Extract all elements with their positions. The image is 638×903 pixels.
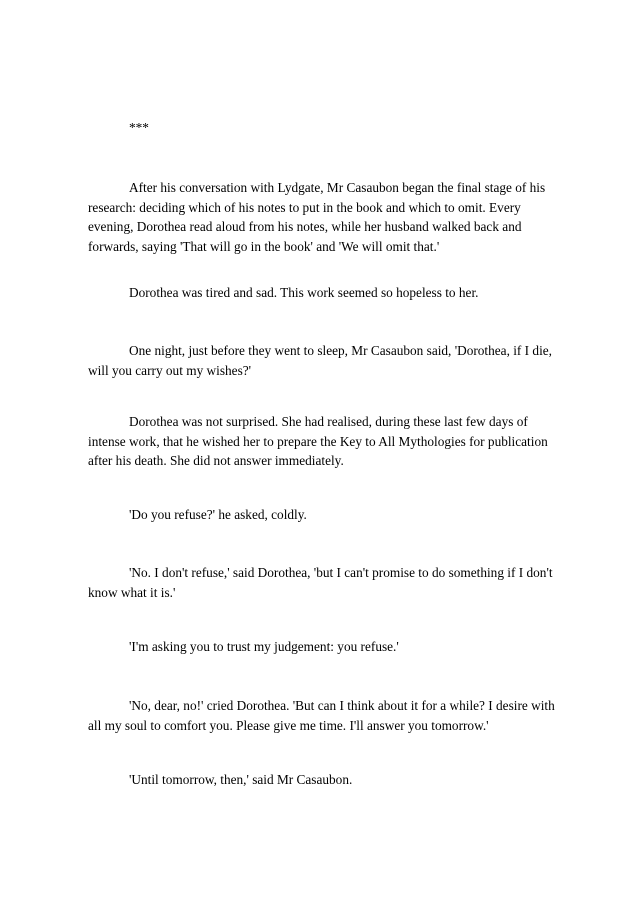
- section-separator: [88, 118, 548, 138]
- paragraph-2: [88, 283, 548, 303]
- paragraph-line: forwards, saying 'That will go in the book' and 'We will omit that.': [88, 238, 440, 254]
- paragraph-line: 'No. I don't refuse,' said Dorothea, 'but I can't promise to do something if I don't: [129, 565, 553, 580]
- paragraph-line: 'Do you refuse?' he asked, coldly.: [129, 507, 307, 522]
- paragraph-line: intense work, that he wished her to prepare the Key to All Mythologies for publication: [88, 433, 548, 449]
- paragraph-line: One night, just before they went to sleep, Mr Casaubon said, 'Dorothea, if I die,: [129, 343, 552, 358]
- paragraph-line: After his conversation with Lydgate, Mr Casaubon began the final stage of his: [129, 180, 546, 195]
- paragraph-7: [88, 637, 548, 657]
- paragraph-line: all my soul to comfort you. Please give me time. I'll answer you tomorrow.': [88, 717, 489, 733]
- paragraph-line: research: deciding which of his notes to put in the book and which to omit. Every: [88, 199, 521, 215]
- paragraph-line: will you carry out my wishes?': [88, 362, 252, 378]
- paragraph-8: [88, 696, 555, 735]
- paragraph-line: evening, Dorothea read aloud from his notes, while her husband walked back and: [88, 219, 522, 235]
- paragraph-line: 'Until tomorrow, then,' said Mr Casaubon.: [129, 772, 353, 787]
- separator-line: ***: [129, 120, 149, 135]
- paragraph-line: 'No, dear, no!' cried Dorothea. 'But can I think about it for a while? I desire with: [129, 698, 555, 713]
- paragraph-line: after his death. She did not answer immediately.: [88, 453, 344, 469]
- paragraph-5: [88, 505, 548, 525]
- paragraph-line: Dorothea was tired and sad. This work seemed so hopeless to her.: [129, 285, 479, 300]
- paragraph-9: [88, 770, 548, 790]
- paragraph-6: [88, 563, 553, 602]
- paragraph-3: [88, 341, 552, 380]
- paragraph-line: 'I'm asking you to trust my judgement: you refuse.': [129, 639, 399, 654]
- paragraph-line: know what it is.': [88, 584, 176, 600]
- paragraph-1: [88, 178, 548, 256]
- paragraph-4: [88, 412, 548, 471]
- paragraph-line: Dorothea was not surprised. She had realised, during these last few days of: [129, 414, 528, 429]
